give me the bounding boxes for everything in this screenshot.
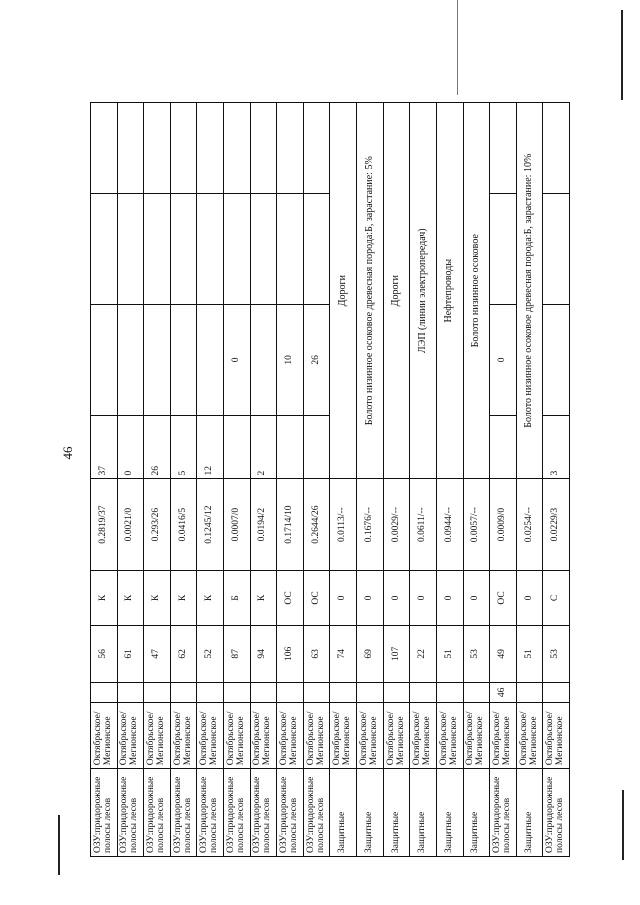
forestry-cell: Октябрьское/ Мегионское [197,703,224,769]
scan-mark-right-bottom [622,790,624,860]
forestry-cell: Октябрьское/ Мегионское [516,703,543,769]
value-cell [490,415,517,479]
area-cell: 0.293/26 [144,479,171,570]
table-row [250,103,277,857]
table-row [516,103,543,857]
plot-cell: 52 [197,626,224,683]
land-type-cell: Болото низинное осоковое древесная порода:Б, зарастание: 5% [357,103,384,479]
land-type-cell: ЛЭП (линии электропередач) [410,103,437,479]
value-cell: 2 [250,415,277,479]
value-cell [144,305,171,416]
species-cell: ОС [303,570,330,625]
quarter-cell [463,682,490,702]
quarter-cell: 46 [490,682,517,702]
land-type-cell: Дороги [383,103,410,479]
quarter-cell [436,682,463,702]
empty-cell [303,103,330,194]
category-cell: Защитные [383,769,410,857]
table-row [197,103,224,857]
value-cell: 10 [277,305,304,416]
category-cell: ОЗУ:придорожные полосы лесов [543,769,570,857]
species-cell: 0 [516,570,543,625]
category-cell: Защитные [357,769,384,857]
forest-plots-table [90,102,570,857]
category-cell: Защитные [436,769,463,857]
table-row [144,103,171,857]
table-row [543,103,570,857]
value-cell [277,415,304,479]
land-type-cell: Дороги [330,103,357,479]
area-cell: 0.1714/10 [277,479,304,570]
quarter-cell [224,682,251,702]
category-cell: ОЗУ:придорожные полосы лесов [490,769,517,857]
empty-cell [250,103,277,194]
quarter-cell [117,682,144,702]
quarter-cell [543,682,570,702]
species-cell: 0 [410,570,437,625]
area-cell: 0.0057/-- [463,479,490,570]
rotated-table-container [90,102,570,857]
plot-cell: 53 [463,626,490,683]
table-row [410,103,437,857]
quarter-cell [170,682,197,702]
plot-cell: 63 [303,626,330,683]
category-cell: Защитные [516,769,543,857]
value-cell [170,305,197,416]
value-cell [303,194,330,305]
value-cell [224,194,251,305]
land-type-cell: Нефтепроводы [436,103,463,479]
page-number: 46 [60,446,75,460]
area-cell: 0.0416/5 [170,479,197,570]
value-cell: 26 [144,415,171,479]
quarter-cell [357,682,384,702]
value-cell [170,194,197,305]
table-row [490,103,517,857]
value-cell: 37 [91,415,118,479]
quarter-cell [383,682,410,702]
value-cell: 26 [303,305,330,416]
plot-cell: 47 [144,626,171,683]
plot-cell: 107 [383,626,410,683]
category-cell: ОЗУ:придорожные полосы лесов [117,769,144,857]
plot-cell: 53 [543,626,570,683]
area-cell: 0.1245/12 [197,479,224,570]
forestry-cell: Октябрьское/ Мегионское [357,703,384,769]
category-cell: ОЗУ:придорожные полосы лесов [91,769,118,857]
forestry-cell: Октябрьское/ Мегионское [436,703,463,769]
area-cell: 0.0229/3 [543,479,570,570]
table-row [436,103,463,857]
table-row [91,103,118,857]
value-cell: 3 [543,415,570,479]
forestry-cell: Октябрьское/ Мегионское [117,703,144,769]
quarter-cell [410,682,437,702]
table-body [91,103,570,857]
empty-cell [91,103,118,194]
empty-cell [144,103,171,194]
value-cell [224,415,251,479]
quarter-cell [250,682,277,702]
forestry-cell: Октябрьское/ Мегионское [330,703,357,769]
quarter-cell [516,682,543,702]
forestry-cell: Октябрьское/ Мегионское [144,703,171,769]
forestry-cell: Октябрьское/ Мегионское [224,703,251,769]
empty-cell [170,103,197,194]
species-cell: К [117,570,144,625]
category-cell: ОЗУ:придорожные полосы лесов [303,769,330,857]
category-cell: ОЗУ:придорожные полосы лесов [144,769,171,857]
plot-cell: 51 [436,626,463,683]
species-cell: ОС [490,570,517,625]
quarter-cell [144,682,171,702]
area-cell: 0.0611/-- [410,479,437,570]
quarter-cell [330,682,357,702]
plot-cell: 87 [224,626,251,683]
species-cell: К [197,570,224,625]
value-cell [543,305,570,416]
value-cell [197,194,224,305]
species-cell: 0 [330,570,357,625]
value-cell [91,305,118,416]
table-row [117,103,144,857]
species-cell: К [144,570,171,625]
value-cell [303,415,330,479]
land-type-cell: Болото низинное осоковое [463,103,490,479]
plot-cell: 49 [490,626,517,683]
value-cell [117,194,144,305]
value-cell [277,194,304,305]
plot-cell: 62 [170,626,197,683]
area-cell: 0.0029/-- [383,479,410,570]
plot-cell: 51 [516,626,543,683]
value-cell [91,194,118,305]
plot-cell: 106 [277,626,304,683]
value-cell: 0 [117,415,144,479]
area-cell: 0.0194/2 [250,479,277,570]
value-cell: 0 [490,305,517,416]
category-cell: Защитные [410,769,437,857]
category-cell: ОЗУ:придорожные полосы лесов [170,769,197,857]
empty-cell [224,103,251,194]
scan-mark-right-2 [457,0,458,95]
forestry-cell: Октябрьское/ Мегионское [490,703,517,769]
species-cell: 0 [463,570,490,625]
quarter-cell [197,682,224,702]
category-cell: ОЗУ:придорожные полосы лесов [250,769,277,857]
area-cell: 0.0021/0 [117,479,144,570]
quarter-cell [277,682,304,702]
table-row [463,103,490,857]
scan-mark-left [58,815,60,875]
value-cell [117,305,144,416]
category-cell: Защитные [463,769,490,857]
forestry-cell: Октябрьское/ Мегионское [170,703,197,769]
area-cell: 0.0009/0 [490,479,517,570]
forestry-cell: Октябрьское/ Мегионское [543,703,570,769]
category-cell: Защитные [330,769,357,857]
area-cell: 0.2644/26 [303,479,330,570]
species-cell: ОС [277,570,304,625]
value-cell: 0 [224,305,251,416]
empty-cell [197,103,224,194]
value-cell [197,305,224,416]
species-cell: 0 [357,570,384,625]
value-cell: 12 [197,415,224,479]
value-cell [250,305,277,416]
table-row [330,103,357,857]
area-cell: 0.1676/-- [357,479,384,570]
species-cell: 0 [383,570,410,625]
value-cell [543,194,570,305]
scan-mark-right [621,10,623,100]
table-row [277,103,304,857]
category-cell: ОЗУ:придорожные полосы лесов [277,769,304,857]
forestry-cell: Октябрьское/ Мегионское [303,703,330,769]
empty-cell [117,103,144,194]
forestry-cell: Октябрьское/ Мегионское [463,703,490,769]
plot-cell: 69 [357,626,384,683]
forestry-cell: Октябрьское/ Мегионское [250,703,277,769]
value-cell [250,194,277,305]
species-cell: К [91,570,118,625]
area-cell: 0.0254/-- [516,479,543,570]
species-cell: К [250,570,277,625]
forestry-cell: Октябрьское/ Мегионское [410,703,437,769]
species-cell: 0 [436,570,463,625]
land-type-cell: Болото низинное осоковое древесная порода:Б, зарастание: 10% [516,103,543,479]
area-cell: 0.0113/-- [330,479,357,570]
category-cell: ОЗУ:придорожные полосы лесов [197,769,224,857]
forestry-cell: Октябрьское/ Мегионское [277,703,304,769]
value-cell [490,194,517,305]
forestry-cell: Октябрьское/ Мегионское [383,703,410,769]
species-cell: К [170,570,197,625]
plot-cell: 22 [410,626,437,683]
plot-cell: 94 [250,626,277,683]
table-row [383,103,410,857]
value-cell: 5 [170,415,197,479]
plot-cell: 61 [117,626,144,683]
table-row [357,103,384,857]
table-row [303,103,330,857]
plot-cell: 74 [330,626,357,683]
area-cell: 0.0007/0 [224,479,251,570]
empty-cell [543,103,570,194]
value-cell [144,194,171,305]
category-cell: ОЗУ:придорожные полосы лесов [224,769,251,857]
table-row [170,103,197,857]
empty-cell [490,103,517,194]
area-cell: 0.2819/37 [91,479,118,570]
quarter-cell [303,682,330,702]
species-cell: Б [224,570,251,625]
quarter-cell [91,682,118,702]
table-row [224,103,251,857]
forestry-cell: Октябрьское/ Мегионское [91,703,118,769]
empty-cell [277,103,304,194]
species-cell: С [543,570,570,625]
area-cell: 0.0944/-- [436,479,463,570]
plot-cell: 56 [91,626,118,683]
